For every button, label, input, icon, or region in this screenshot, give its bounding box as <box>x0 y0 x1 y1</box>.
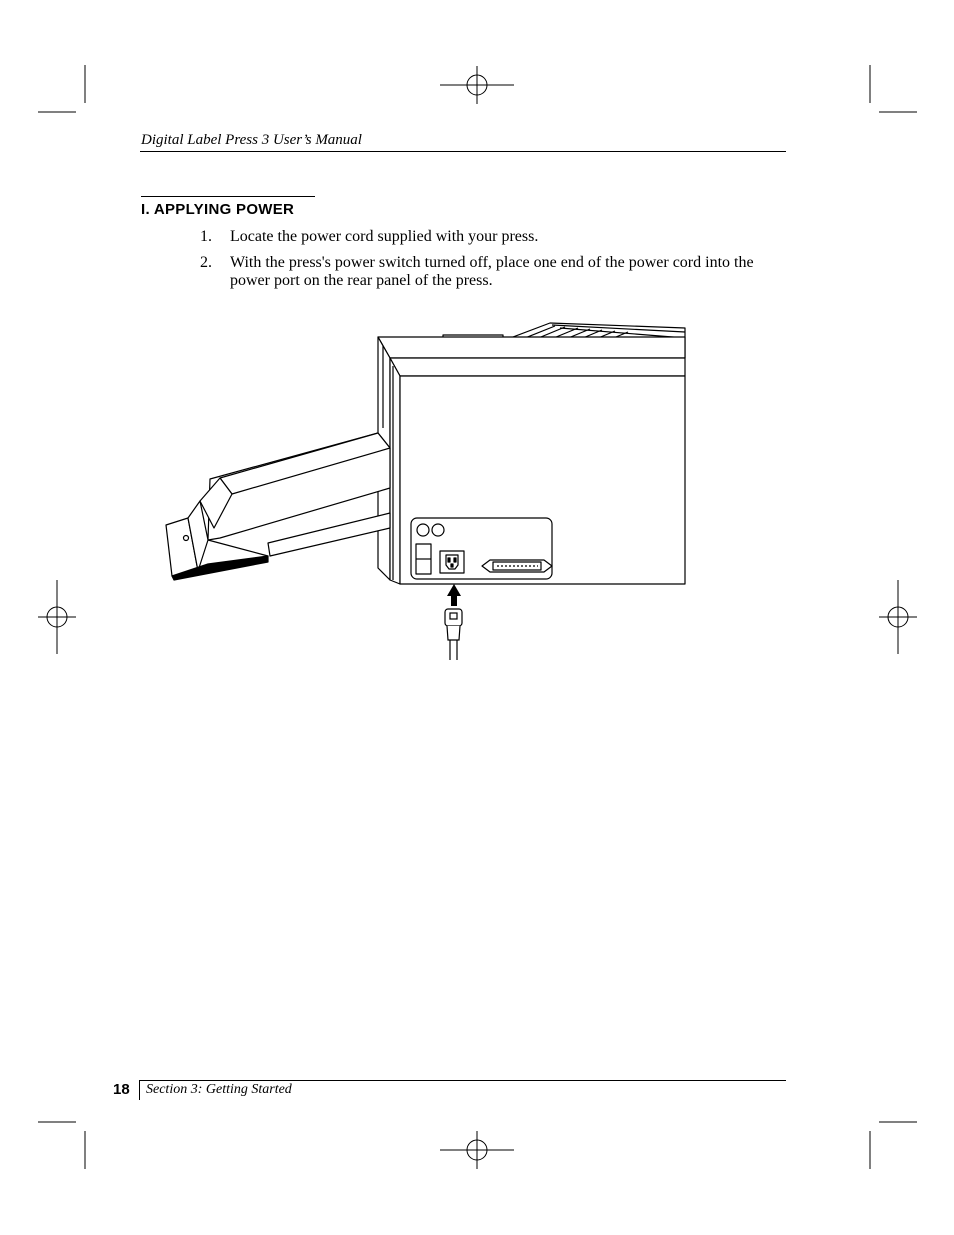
footer-divider <box>139 1080 140 1100</box>
step-list <box>200 228 790 298</box>
power-connection-illustration <box>160 318 690 663</box>
step-text: Locate the power cord supplied with your press. <box>230 228 539 245</box>
step-text: With the press's power switch turned off, place one end of the power cord into the power port on the rear panel of the press. <box>230 254 754 289</box>
header-rule <box>140 151 786 152</box>
step-number: 1. <box>200 228 212 245</box>
registration-mark-top <box>440 66 514 104</box>
running-header: Digital Label Press 3 User’s Manual <box>141 132 362 148</box>
registration-mark-left <box>38 580 76 654</box>
power-cord-illustration <box>445 609 462 660</box>
page-number: 18 <box>113 1081 130 1098</box>
registration-mark-right <box>879 580 917 654</box>
step-number: 2. <box>200 254 212 271</box>
label-tray-illustration <box>166 433 390 580</box>
registration-mark-bottom <box>440 1131 514 1169</box>
list-item <box>200 228 790 246</box>
power-port-illustration <box>440 551 464 573</box>
arrow-up-icon <box>447 584 461 606</box>
connector-panel-illustration <box>411 518 552 579</box>
section-heading: I. APPLYING POWER <box>141 201 295 218</box>
section-rule <box>141 196 315 197</box>
list-item <box>200 254 790 290</box>
footer-section-label: Section 3: Getting Started <box>146 1082 292 1097</box>
power-switch-illustration <box>416 544 431 574</box>
parallel-port-illustration <box>482 560 552 572</box>
